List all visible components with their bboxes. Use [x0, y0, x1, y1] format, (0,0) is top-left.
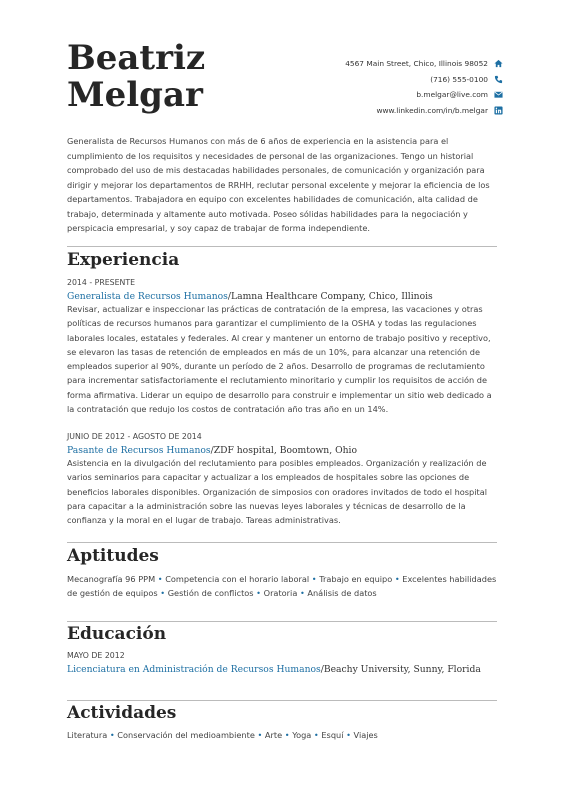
phone-text: (716) 555-0100: [430, 74, 488, 84]
activity-item: Yoga: [292, 730, 312, 740]
degree: Licenciatura en Administración de Recursos Humanos: [67, 664, 321, 675]
summary-paragraph: Generalista de Recursos Humanos con más de 6 años de experiencia en la asistencia para el cumplimiento de los requisitos y necesidades de personal de las organizaciones. Tengo un historial comprobado del uso de mis destacadas habilidades personales, de comunicación y organización para dirigir y mejorar los departamentos de RRHH, reclutar personal excelente y mejorar la eficiencia de los departamentos. Trabajadora en equipo con excelentes habilidades de comunicación, alta calidad de trabajo, determinada y altamente auto motivada. Poseo sólidas habilidades para la negociación y perspicacia empresarial, y soy capaz de trabajar de forma independiente.: [67, 136, 490, 233]
contact-block: [345, 56, 488, 118]
bullet-separator: •: [309, 574, 320, 584]
phone-icon: [494, 75, 503, 84]
job-description: Revisar, actualizar e inspeccionar las prácticas de contratación de la empresa, las vacaciones y otras políticas de recursos humanos para garantizar el cumplimiento de la OSHA y todas las regulaciones laborales locales, estatales y federales. Al crear y mantener un entorno de trabajo positivo y receptivo, se elevaron las tasas de retención de empleados en más de un 10%, para alcanzar una retención de empleados superior al 90%, durante un período de 2 años. Desarrollo de programas de reclutamiento para incrementar satisfactoriamente el reclutamiento minoritario y cumplir los requisitos de acción de forma afirmativa. Liderar un equipo de desarrollo para construir e implementar un sitio web dedicado a la contratación que redujo los costos de contratación año tras año en un 14%.: [67, 304, 492, 415]
bullet-separator: •: [282, 730, 293, 740]
section-divider: [67, 246, 497, 247]
section-divider: [67, 542, 497, 543]
linkedin-text[interactable]: www.linkedin.com/in/b.melgar: [376, 105, 488, 115]
job-role: Pasante de Recursos Humanos: [67, 445, 211, 456]
job-company: /ZDF hospital, Boomtown, Ohio: [210, 445, 357, 456]
job-title: [67, 291, 433, 302]
skill-item: Análisis de datos: [307, 588, 377, 599]
linkedin-row: [345, 103, 488, 119]
experience-heading: Experiencia: [67, 250, 180, 270]
bullet-separator: •: [157, 588, 168, 599]
address-text: 4567 Main Street, Chico, Illinois 98052: [345, 59, 488, 68]
education-title: [67, 664, 481, 675]
resume-name: [67, 40, 267, 114]
job-company: /Lamna Healthcare Company, Chico, Illinois: [227, 291, 433, 302]
education-heading: Educación: [67, 624, 167, 644]
skill-item: Excelentes habilidades de gestión de equipos: [67, 574, 497, 599]
education-date: MAYO DE 2012: [67, 651, 125, 660]
skill-item: Trabajo en equipo: [319, 574, 393, 584]
bullet-separator: •: [155, 574, 166, 584]
skill-item: Mecanografía 96 PPM: [67, 574, 156, 584]
activities-heading: Actividades: [67, 703, 177, 723]
activity-item: Esquí: [321, 730, 344, 740]
linkedin-icon: [494, 106, 503, 115]
skill-item: Gestión de conflictos: [167, 588, 254, 599]
last-name: Melgar: [67, 75, 203, 115]
first-name: Beatriz: [67, 38, 206, 78]
skills-heading: Aptitudes: [67, 546, 159, 566]
job-description: Asistencia en la divulgación del reclutamiento para posibles empleados. Organización y realización de varios seminarios para capacitar y actualizar a los empleados de hospitales sobre las opciones de beneficios laborales disponibles. Organización de simposios con oradores invitados de todo el hospital para capacitar a la administración sobre las nuevas leyes laborales y técnicas de desarrollo de la confianza y la moral en el lugar de trabajo. Tareas administrativas.: [67, 458, 488, 526]
bullet-separator: •: [107, 730, 118, 740]
bullet-separator: •: [297, 588, 308, 599]
section-divider: [67, 621, 497, 622]
bullet-separator: •: [392, 574, 403, 584]
activity-item: Viajes: [353, 730, 378, 740]
activities-list: [67, 728, 499, 742]
email-row: [345, 87, 488, 103]
job-date: 2014 - PRESENTE: [67, 278, 136, 287]
bullet-separator: •: [253, 588, 264, 599]
activity-item: Conservación del medioambiente: [117, 730, 255, 740]
school: /Beachy University, Sunny, Florida: [320, 664, 481, 675]
home-icon: [494, 59, 503, 68]
address-row: [345, 56, 488, 72]
job-date: JUNIO DE 2012 - AGOSTO DE 2014: [67, 432, 202, 441]
phone-row: [345, 72, 488, 88]
skill-item: Competencia con el horario laboral: [165, 574, 310, 584]
email-icon: [494, 90, 503, 99]
job-title: [67, 445, 357, 456]
email-text[interactable]: b.melgar@live.com: [416, 90, 488, 99]
activity-item: Arte: [264, 730, 283, 740]
bullet-separator: •: [311, 730, 322, 740]
job-role: Generalista de Recursos Humanos: [67, 291, 228, 302]
section-divider: [67, 700, 497, 701]
activity-item: Literatura: [67, 730, 108, 740]
bullet-separator: •: [254, 730, 265, 740]
skills-list: [67, 572, 499, 601]
bullet-separator: •: [343, 730, 354, 740]
skill-item: Oratoria: [263, 588, 298, 599]
